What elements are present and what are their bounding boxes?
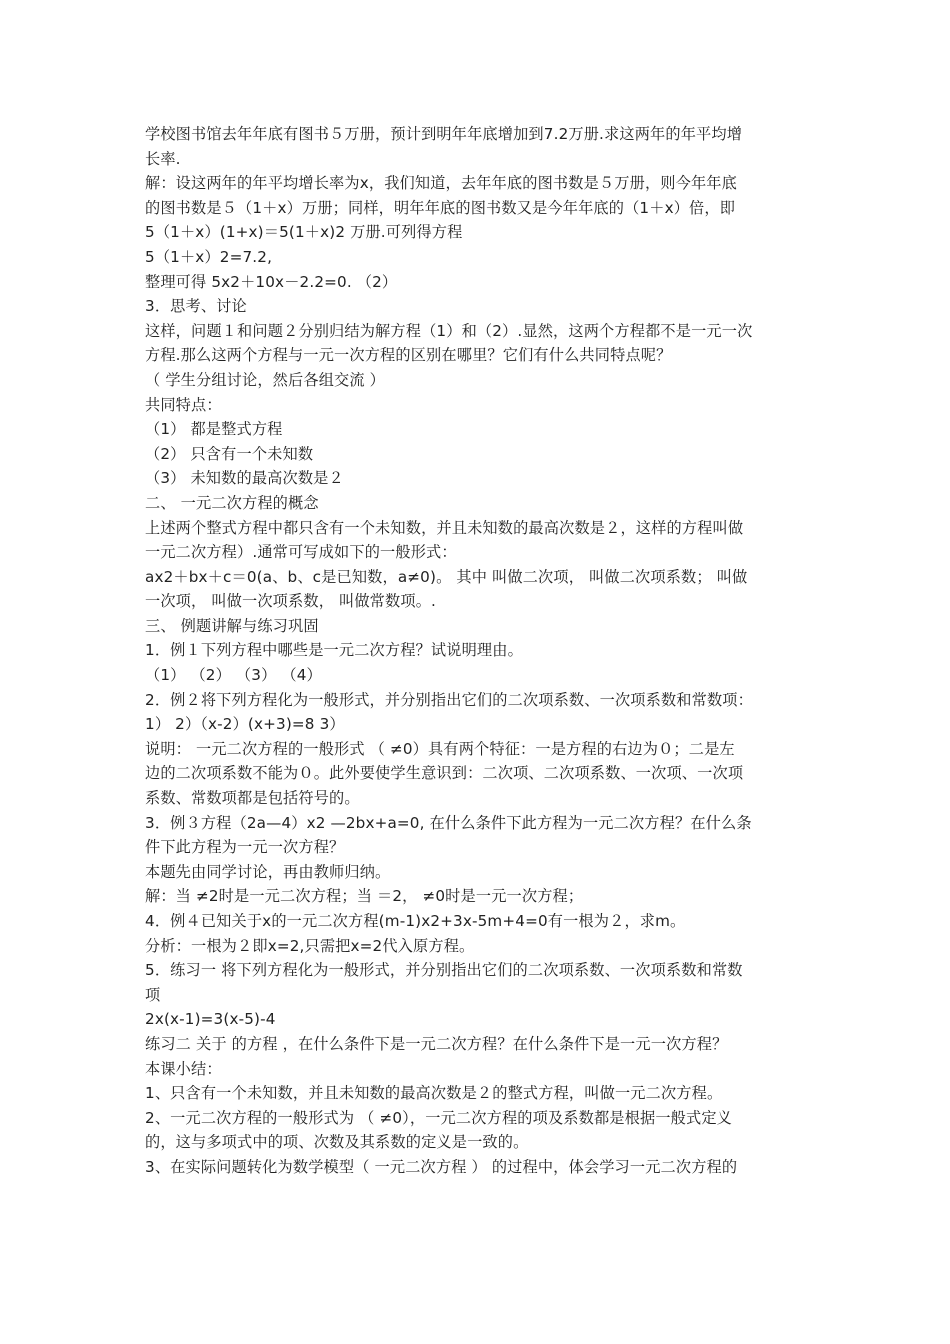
document-body	[145, 122, 807, 1180]
text-line: （3） 未知数的最高次数是２	[145, 469, 344, 488]
text-line: 三、 例题讲解与练习巩固	[145, 616, 319, 635]
text-line: 1） 2）（x-2）(x+3)=8 3）	[145, 715, 345, 734]
text-line: 长率.	[145, 149, 181, 168]
text-line: 3．例３方程（2a—4）x2 —2bx+a=0, 在什么条件下此方程为一元二次方程？在什么条	[145, 813, 752, 832]
text-line: 学校图书馆去年年底有图书５万册，预计到明年年底增加到7.2万册.求这两年的年平均增	[145, 125, 743, 143]
text-line: 练习二 关于 的方程 ，在什么条件下是一元二次方程？在什么条件下是一元一次方程？	[145, 1034, 728, 1053]
text-line: 的，这与多项式中的项、次数及其系数的定义是一致的。	[145, 1133, 529, 1152]
text-line: （1） （2） （3） （4）	[145, 666, 322, 685]
text-line: 件下此方程为一元一次方程？	[145, 838, 345, 857]
text-line: 5（1＋x）(1+x)＝5(1＋x)2 万册.可列得方程	[145, 223, 463, 242]
text-line: 的图书数是５（1＋x）万册；同样，明年年底的图书数又是今年年底的（1＋x）倍，即	[145, 198, 736, 217]
text-line: 本题先由同学讨论，再由教师归纳。	[145, 862, 391, 881]
text-line: 2、一元二次方程的一般形式为 （ ≠0），一元二次方程的项及系数都是根据一般式定义	[145, 1108, 733, 1127]
text-line: 一元二次方程）.通常可写成如下的一般形式：	[145, 543, 457, 562]
text-line: 3、在实际问题转化为数学模型（ 一元二次方程 ） 的过程中，体会学习一元二次方程的	[145, 1157, 738, 1176]
text-line: 2．例２将下列方程化为一般形式，并分别指出它们的二次项系数、一次项系数和常数项：	[145, 690, 753, 709]
text-line: 项	[145, 985, 161, 1004]
text-line: 二、 一元二次方程的概念	[145, 493, 319, 512]
text-line: 分析：一根为２即x=2,只需把x=2代入原方程。	[145, 936, 475, 955]
text-line: 这样，问题１和问题２分别归结为解方程（1）和（2）.显然，这两个方程都不是一元一次	[145, 321, 753, 340]
text-line: （2） 只含有一个未知数	[145, 444, 314, 463]
text-line: 1．例１下列方程中哪些是一元二次方程？试说明理由。	[145, 641, 523, 660]
text-line: 5．练习一 将下列方程化为一般形式，并分别指出它们的二次项系数、一次项系数和常数	[145, 961, 743, 980]
text-line: 解：设这两年的年平均增长率为x，我们知道，去年年底的图书数是５万册，则今年年底	[145, 174, 737, 193]
text-line: 方程.那么这两个方程与一元一次方程的区别在哪里？它们有什么共同特点呢？	[145, 346, 672, 365]
text-line: 2x(x-1)=3(x-5)-4	[145, 1010, 276, 1029]
text-line: （1） 都是整式方程	[145, 420, 283, 439]
text-line: 说明： 一元二次方程的一般形式 （ ≠0）具有两个特征：一是方程的右边为０；二是左	[145, 739, 735, 758]
text-line: 一次项， 叫做一次项系数， 叫做常数项。.	[145, 592, 437, 611]
text-line: 4．例４已知关于x的一元二次方程(m-1)x2+3x-5m+4=0有一根为２，求m。	[145, 912, 686, 930]
text-line: 边的二次项系数不能为０。此外要使学生意识到：二次项、二次项系数、一次项、一次项	[145, 764, 744, 783]
text-line: 本课小结：	[145, 1059, 222, 1078]
text-line: 共同特点：	[145, 395, 222, 414]
text-line: 整理可得 5x2＋10x－2.2=0. （2）	[145, 272, 398, 291]
text-line: 解：当 ≠2时是一元二次方程；当 ＝2， ≠0时是一元一次方程；	[145, 887, 584, 906]
text-line: 系数、常数项都是包括符号的。	[145, 789, 360, 808]
text-line: 5（1＋x）2=7.2,	[145, 247, 273, 266]
text-line: ax2＋bx＋c＝0(a、b、c是已知数，a≠0)。 其中 叫做二次项， 叫做二次项系数； 叫做	[145, 567, 748, 586]
text-line: 3．思考、讨论	[145, 297, 247, 316]
text-line: 1、只含有一个未知数，并且未知数的最高次数是２的整式方程，叫做一元二次方程。	[145, 1084, 723, 1103]
text-line: 上述两个整式方程中都只含有一个未知数，并且未知数的最高次数是２，这样的方程叫做	[145, 518, 744, 537]
text-line: （ 学生分组讨论，然后各组交流 ）	[145, 370, 386, 389]
